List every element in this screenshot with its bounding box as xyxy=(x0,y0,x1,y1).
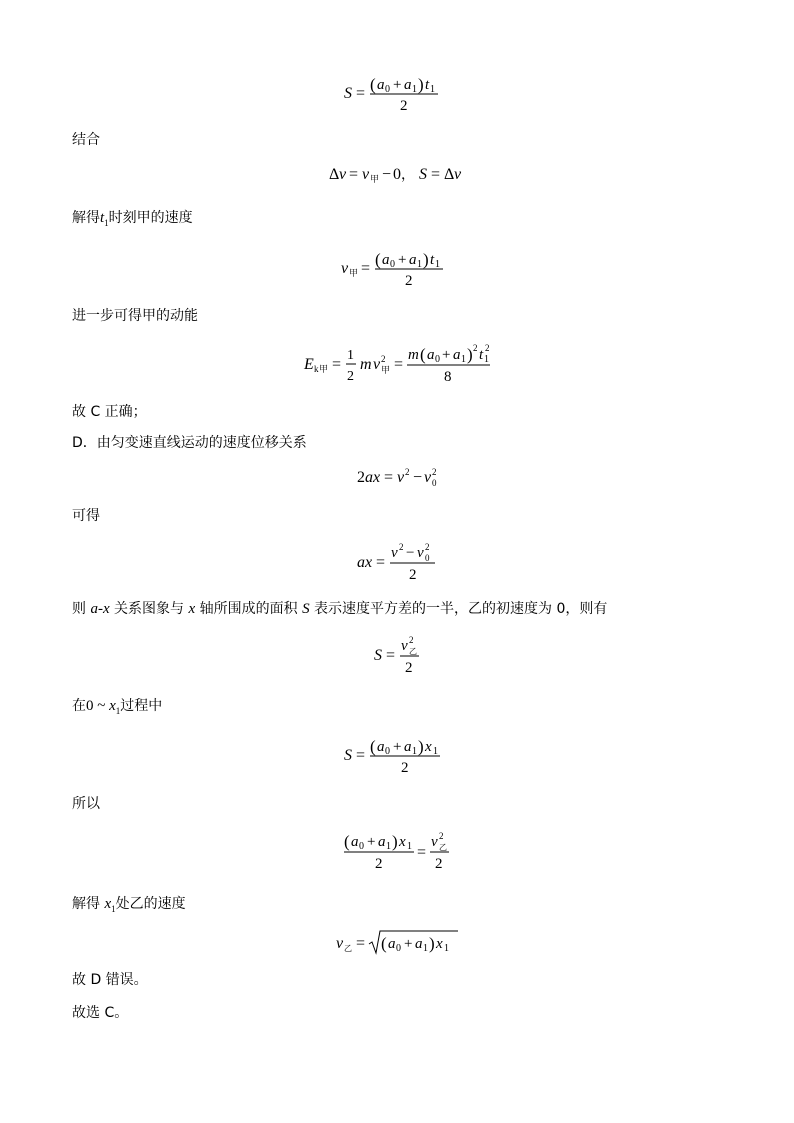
text-d-intro: D．由匀变速直线运动的速度位移关系 xyxy=(72,435,307,451)
equation-svg xyxy=(327,163,467,185)
plus-sign: + xyxy=(393,77,402,93)
denominator-8: 8 xyxy=(444,369,452,385)
equation-delta-v xyxy=(0,163,794,190)
equation-svg xyxy=(342,72,452,116)
var-t: t xyxy=(479,347,484,363)
var-v: v xyxy=(397,469,405,486)
var-x: x xyxy=(365,554,373,571)
sub-1: 1 xyxy=(412,746,417,757)
sub-jia: 甲 xyxy=(381,366,391,376)
sub-0: 0 xyxy=(432,478,437,488)
equation-svg xyxy=(339,247,455,291)
sub-0: 0 xyxy=(396,943,401,954)
sub-0: 0 xyxy=(385,84,390,95)
sub-1: 1 xyxy=(484,354,489,365)
sub-0: 0 xyxy=(425,553,430,563)
denominator-2: 2 xyxy=(405,273,413,289)
sub-1: 1 xyxy=(407,841,412,852)
equation-kinetic-energy xyxy=(0,342,794,393)
comma: ， xyxy=(401,167,415,183)
text-solve-x1: 解得 $x_1$处乙的速度 xyxy=(72,896,186,914)
var-x: x xyxy=(425,739,432,755)
equation-velocity-yi xyxy=(0,928,794,963)
rparen: ) xyxy=(423,250,429,269)
lparen: ( xyxy=(375,250,381,269)
sup-2: 2 xyxy=(425,542,430,552)
minus-sign: − xyxy=(413,469,423,486)
sub-jia: 甲 xyxy=(370,175,380,185)
var-m: m xyxy=(360,356,372,373)
denominator-2: 2 xyxy=(409,567,417,583)
var-x: x xyxy=(373,469,381,486)
var-v: v xyxy=(454,166,462,183)
sub-0: 0 xyxy=(385,746,390,757)
text-kinetic: 进一步可得甲的动能 xyxy=(72,308,198,324)
sub-1: 1 xyxy=(423,943,428,954)
var-S: S xyxy=(374,647,382,664)
equals-sign: = xyxy=(332,356,342,373)
combine-text: 结合 xyxy=(72,132,100,148)
lparen: ( xyxy=(370,737,376,756)
equals-sign: = xyxy=(356,747,366,764)
var-x: x xyxy=(399,834,406,850)
var-a: a xyxy=(415,936,423,952)
var-a: a xyxy=(357,554,365,571)
var-a: a xyxy=(365,469,373,486)
delta: Δ xyxy=(444,166,455,183)
denominator-2: 2 xyxy=(405,660,413,676)
sub-yi: 乙 xyxy=(439,843,447,852)
equation-velocity-displacement xyxy=(0,466,794,495)
equation-velocity-jia xyxy=(0,247,794,296)
rparen: ) xyxy=(418,737,424,756)
equation-S-v-yi xyxy=(0,633,794,684)
denominator-2: 2 xyxy=(347,369,354,384)
equation-svg xyxy=(355,540,439,586)
equation-svg xyxy=(342,829,452,875)
sub-1: 1 xyxy=(461,354,466,365)
equation-svg xyxy=(355,466,439,490)
equals-sign: = xyxy=(361,260,371,277)
var-v: v xyxy=(341,260,349,277)
sub-1: 1 xyxy=(433,746,438,757)
denominator-2: 2 xyxy=(435,856,443,872)
sub-0: 0 xyxy=(390,259,395,270)
equation-ax xyxy=(0,540,794,591)
sup-2: 2 xyxy=(473,343,478,353)
rparen: ) xyxy=(467,345,473,364)
lparen: ( xyxy=(420,345,426,364)
equals-sign: = xyxy=(376,554,386,571)
var-t: t xyxy=(430,252,435,268)
text-obtain: 可得 xyxy=(72,508,100,524)
var-a: a xyxy=(382,252,390,268)
minus-sign: − xyxy=(406,545,415,561)
sub-yi: 乙 xyxy=(409,647,417,656)
denominator-2: 2 xyxy=(401,760,409,776)
var-v: v xyxy=(336,935,344,952)
rparen: ) xyxy=(429,934,435,953)
var-v: v xyxy=(391,545,398,561)
var-v: v xyxy=(417,545,424,561)
var-S: S xyxy=(419,166,427,183)
equation-area-trapezoid-x xyxy=(0,734,794,783)
var-a: a xyxy=(409,252,417,268)
equation-equate xyxy=(0,829,794,880)
var-t: t xyxy=(100,210,105,226)
sup-2: 2 xyxy=(409,635,414,645)
sup-2: 2 xyxy=(439,831,444,841)
sub-jia: 甲 xyxy=(349,269,359,279)
equation-svg xyxy=(372,633,422,679)
plus-sign: + xyxy=(398,252,407,268)
sub-1: 1 xyxy=(412,84,417,95)
var-v: v xyxy=(401,638,408,654)
sub-1: 1 xyxy=(386,841,391,852)
delta: Δ xyxy=(329,166,340,183)
text-solve-t1: 解得$t_1$时刻甲的速度 xyxy=(72,210,193,228)
text-c-correct: 故 C 正确； xyxy=(72,404,147,420)
equals-sign: = xyxy=(384,469,394,486)
equals-sign: = xyxy=(417,844,427,861)
text-choose-c: 故选 C。 xyxy=(72,1005,129,1021)
sup-2: 2 xyxy=(381,354,386,364)
sub-0: 0 xyxy=(359,841,364,852)
minus-sign: − xyxy=(382,166,392,183)
equals-sign: = xyxy=(356,935,366,952)
var-v: v xyxy=(424,469,432,486)
denominator-2: 2 xyxy=(400,98,408,114)
var-a: a xyxy=(377,739,385,755)
sub-jia: 甲 xyxy=(319,365,329,375)
coef-2: 2 xyxy=(357,469,365,486)
equals-sign: = xyxy=(431,166,441,183)
var-t: t xyxy=(425,77,430,93)
equation-svg xyxy=(302,342,492,388)
plus-sign: + xyxy=(442,347,451,363)
sup-2: 2 xyxy=(405,467,410,477)
text-process: 在0 ~ $x_1$过程中 xyxy=(72,698,163,716)
sub-1: 1 xyxy=(444,943,449,954)
sup-2: 2 xyxy=(432,467,437,477)
var-a: a xyxy=(377,77,385,93)
text-combine xyxy=(72,131,100,149)
equals-sign: = xyxy=(394,356,404,373)
var-a: a xyxy=(351,834,359,850)
equals-sign: = xyxy=(386,647,396,664)
sub-k: k xyxy=(314,364,319,374)
var-m: m xyxy=(408,347,419,363)
var-a: a xyxy=(388,936,396,952)
equation-svg xyxy=(342,734,452,778)
plus-sign: + xyxy=(393,739,402,755)
denominator-2: 2 xyxy=(375,856,383,872)
plus-sign: + xyxy=(404,936,413,952)
var-v: v xyxy=(339,166,347,183)
var-E: E xyxy=(304,356,314,373)
sub-1: 1 xyxy=(435,259,440,270)
var-S: S xyxy=(344,85,352,102)
var-x: x xyxy=(436,936,443,952)
equals-sign: = xyxy=(356,85,366,102)
lparen: ( xyxy=(370,75,376,94)
text-d-wrong: 故 D 错误。 xyxy=(72,972,148,988)
equation-svg xyxy=(334,928,460,958)
var-v: v xyxy=(431,834,438,850)
sub-1: 1 xyxy=(417,259,422,270)
var-a: a xyxy=(404,77,412,93)
var-a: a xyxy=(453,347,461,363)
sup-2: 2 xyxy=(399,542,404,552)
var-v: v xyxy=(362,166,370,183)
var-a: a xyxy=(378,834,386,850)
sub-0: 0 xyxy=(435,354,440,365)
sup-2: 2 xyxy=(485,343,490,353)
rparen: ) xyxy=(392,832,398,851)
sub-1: 1 xyxy=(430,84,435,95)
var-a: a xyxy=(404,739,412,755)
zero: 0 xyxy=(393,166,401,183)
var-a: a xyxy=(427,347,435,363)
equals-sign: = xyxy=(349,166,359,183)
var-v: v xyxy=(373,356,381,373)
lparen: ( xyxy=(381,934,387,953)
lparen: ( xyxy=(344,832,350,851)
sub-yi: 乙 xyxy=(344,944,352,953)
var-S: S xyxy=(344,747,352,764)
equation-area-trapezoid-t xyxy=(0,72,794,121)
rparen: ) xyxy=(418,75,424,94)
text-area-meaning: 则 a-x 关系图象与 x 轴所围成的面积 S 表示速度平方差的一半，乙的初速度为 0，则有 xyxy=(72,601,608,617)
plus-sign: + xyxy=(367,834,376,850)
text-therefore: 所以 xyxy=(72,796,100,812)
numerator-1: 1 xyxy=(347,348,354,363)
